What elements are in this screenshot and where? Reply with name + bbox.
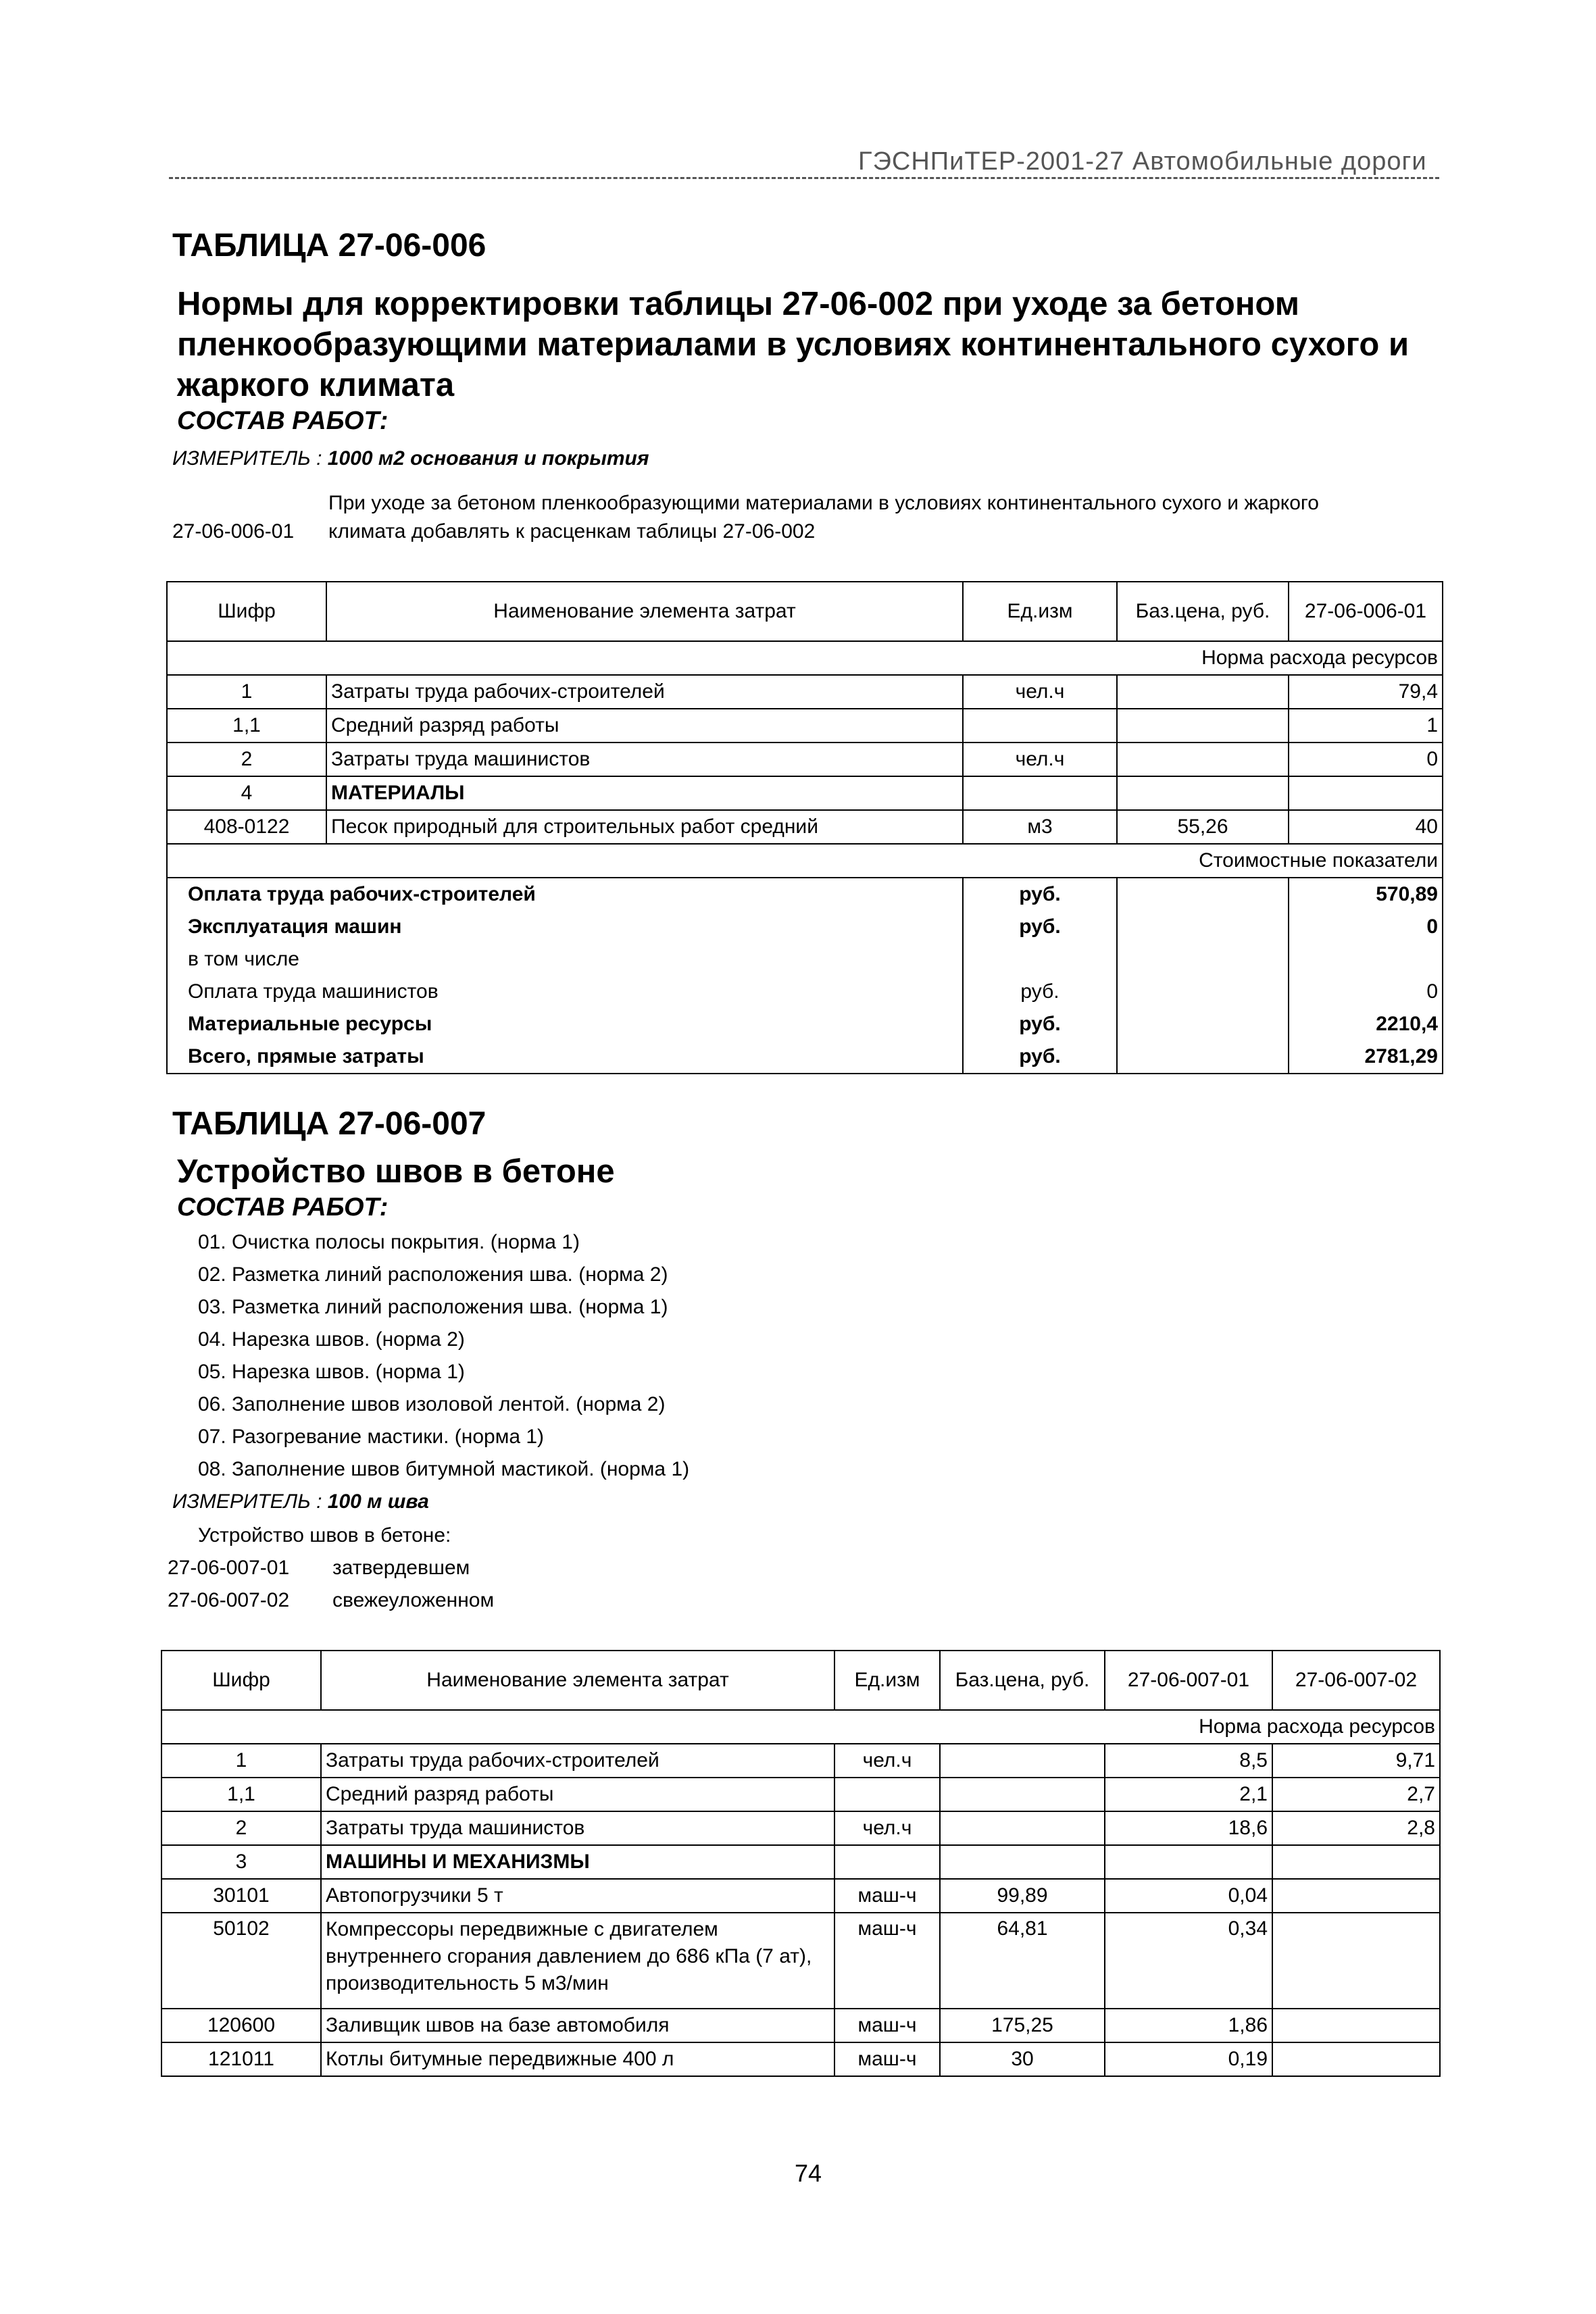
work-item: 08. Заполнение швов битумной мастикой. (норма 1): [198, 1458, 690, 1480]
norm-label: Норма расхода ресурсов: [167, 641, 1443, 675]
work-item: 02. Разметка линий расположения шва. (норма 2): [198, 1263, 668, 1286]
cell-code: 121011: [161, 2042, 321, 2076]
work-item: 01. Очистка полосы покрытия. (норма 1): [198, 1231, 580, 1253]
variant-code: 27-06-007-02: [168, 1589, 290, 1611]
summary-value: 0: [1289, 911, 1443, 943]
cell-price: 64,81: [940, 1913, 1105, 2009]
cell-unit: маш-ч: [834, 1913, 940, 2009]
cell-unit: маш-ч: [834, 2042, 940, 2076]
cell-code: 1: [167, 675, 326, 709]
table-row: [161, 1845, 1440, 1879]
cell-code: 2: [167, 743, 326, 776]
cell-unit: [963, 776, 1117, 810]
cell-unit: м3: [963, 810, 1117, 844]
meter-label: ИЗМЕРИТЕЛЬ :: [172, 1490, 322, 1513]
summary-row: [167, 1008, 1443, 1040]
col-header-price: Баз.цена, руб.: [1117, 582, 1289, 641]
summary-label: в том числе: [167, 943, 963, 976]
summary-unit: руб.: [963, 878, 1117, 911]
cell-value-1: 0,19: [1105, 2042, 1272, 2076]
cell-price: [940, 1778, 1105, 1811]
cell-price: 55,26: [1117, 810, 1289, 844]
table-2-meter: [172, 1490, 429, 1513]
cost-label: Стоимостные показатели: [167, 844, 1443, 878]
cell-name: Затраты труда рабочих-строителей: [321, 1744, 834, 1778]
summary-value: [1289, 943, 1443, 976]
col-header-rate-1: 27-06-007-01: [1105, 1651, 1272, 1710]
cell-unit: чел.ч: [963, 743, 1117, 776]
cell-name: Котлы битумные передвижные 400 л: [321, 2042, 834, 2076]
cell-code: 1: [161, 1744, 321, 1778]
summary-price: [1117, 911, 1289, 943]
cell-value-2: [1272, 1845, 1440, 1879]
summary-row: [167, 976, 1443, 1008]
table-1-title: ТАБЛИЦА 27-06-006: [172, 228, 487, 263]
cell-value-1: 2,1: [1105, 1778, 1272, 1811]
summary-price: [1117, 1040, 1289, 1074]
cell-value-1: [1105, 1845, 1272, 1879]
cell-code: 1,1: [167, 709, 326, 743]
summary-price: [1117, 1008, 1289, 1040]
running-header: ГЭСНПиТЕР-2001-27 Автомобильные дороги: [858, 147, 1427, 176]
cell-code: 1,1: [161, 1778, 321, 1811]
cell-name: Автопогрузчики 5 т: [321, 1879, 834, 1913]
cell-unit: чел.ч: [834, 1811, 940, 1845]
summary-row: [167, 943, 1443, 976]
cost-label-row: [167, 844, 1443, 878]
cell-unit: чел.ч: [834, 1744, 940, 1778]
cell-price: [1117, 743, 1289, 776]
col-header-unit: Ед.изм: [963, 582, 1117, 641]
summary-value: 0: [1289, 976, 1443, 1008]
cell-value-2: 2,7: [1272, 1778, 1440, 1811]
table-2-work-heading: СОСТАВ РАБОТ:: [177, 1193, 389, 1222]
table-1: [166, 581, 1443, 1074]
cell-value-2: [1272, 2042, 1440, 2076]
cell-name: Затраты труда машинистов: [321, 1811, 834, 1845]
table-row: [167, 776, 1443, 810]
cell-code: 408-0122: [167, 810, 326, 844]
cell-price: [1117, 776, 1289, 810]
col-header-name: Наименование элемента затрат: [326, 582, 963, 641]
cell-value-1: 18,6: [1105, 1811, 1272, 1845]
cell-name: Затраты труда машинистов: [326, 743, 963, 776]
table-row: [167, 810, 1443, 844]
work-item: 03. Разметка линий расположения шва. (норма 1): [198, 1296, 668, 1318]
cell-unit: [963, 709, 1117, 743]
cell-unit: чел.ч: [963, 675, 1117, 709]
cell-price: [1117, 675, 1289, 709]
cell-value: [1289, 776, 1443, 810]
cell-value: 0: [1289, 743, 1443, 776]
table-1-desc-code: 27-06-006-01: [172, 520, 295, 543]
summary-unit: руб.: [963, 911, 1117, 943]
work-item: 05. Нарезка швов. (норма 1): [198, 1361, 465, 1383]
cell-name: МАТЕРИАЛЫ: [326, 776, 963, 810]
variant-text: затвердевшем: [332, 1557, 470, 1579]
cell-price: [940, 1845, 1105, 1879]
summary-row: [167, 911, 1443, 943]
summary-value: 2210,4: [1289, 1008, 1443, 1040]
table-2-title: ТАБЛИЦА 27-06-007: [172, 1106, 487, 1142]
work-item: 06. Заполнение швов изоловой лентой. (норма 2): [198, 1393, 666, 1415]
table-1-work-heading: СОСТАВ РАБОТ:: [177, 407, 389, 435]
col-header-rate: 27-06-006-01: [1289, 582, 1443, 641]
cell-value: 1: [1289, 709, 1443, 743]
cell-price: 99,89: [940, 1879, 1105, 1913]
col-header-code: Шифр: [167, 582, 326, 641]
table-row: [161, 1744, 1440, 1778]
cell-price: [940, 1811, 1105, 1845]
meter-value: 100 м шва: [327, 1490, 429, 1513]
summary-label: Оплата труда рабочих-строителей: [167, 878, 963, 911]
cell-code: 2: [161, 1811, 321, 1845]
table-1-meter: [172, 447, 649, 470]
table-1-header-row: [167, 582, 1443, 641]
cell-value-2: 2,8: [1272, 1811, 1440, 1845]
cell-code: 3: [161, 1845, 321, 1879]
summary-value: 570,89: [1289, 878, 1443, 911]
cell-price: 175,25: [940, 2009, 1105, 2042]
variants-intro: Устройство швов в бетоне:: [198, 1524, 451, 1546]
cell-value-1: 0,34: [1105, 1913, 1272, 2009]
col-header-code: Шифр: [161, 1651, 321, 1710]
cell-name: Средний разряд работы: [326, 709, 963, 743]
summary-price: [1117, 943, 1289, 976]
cell-name: Заливщик швов на базе автомобиля: [321, 2009, 834, 2042]
cell-name: Средний разряд работы: [321, 1778, 834, 1811]
table-2-header-row: [161, 1651, 1440, 1710]
norm-label: Норма расхода ресурсов: [161, 1710, 1440, 1744]
summary-value: 2781,29: [1289, 1040, 1443, 1074]
cell-unit: маш-ч: [834, 1879, 940, 1913]
table-row: [167, 743, 1443, 776]
meter-label: ИЗМЕРИТЕЛЬ :: [172, 447, 322, 470]
summary-label: Эксплуатация машин: [167, 911, 963, 943]
norm-label-row: [161, 1710, 1440, 1744]
cell-value-2: 9,71: [1272, 1744, 1440, 1778]
cell-value-1: 0,04: [1105, 1879, 1272, 1913]
cell-unit: маш-ч: [834, 2009, 940, 2042]
summary-label: Материальные ресурсы: [167, 1008, 963, 1040]
page-number: 74: [795, 2159, 822, 2187]
table-2: [161, 1650, 1441, 2077]
cell-code: 50102: [161, 1913, 321, 2009]
cell-value-2: [1272, 1913, 1440, 2009]
cell-name: Компрессоры передвижные с двигателем внутреннего сгорания давлением до 686 кПа (7 ат), производительность 5 м3/мин: [321, 1913, 834, 2009]
cell-unit: [834, 1845, 940, 1879]
table-row: [161, 1913, 1440, 2009]
variant-code: 27-06-007-01: [168, 1557, 290, 1579]
cell-code: 120600: [161, 2009, 321, 2042]
cell-code: 30101: [161, 1879, 321, 1913]
norm-label-row: [167, 641, 1443, 675]
table-row: [161, 1811, 1440, 1845]
cell-value-2: [1272, 1879, 1440, 1913]
summary-price: [1117, 878, 1289, 911]
col-header-name: Наименование элемента затрат: [321, 1651, 834, 1710]
work-item: 04. Нарезка швов. (норма 2): [198, 1328, 465, 1351]
meter-value: 1000 м2 основания и покрытия: [327, 447, 649, 470]
cell-value-2: [1272, 2009, 1440, 2042]
table-1-desc-line1: При уходе за бетоном пленкообразующими материалами в условиях континентального сухого и жаркого: [328, 492, 1319, 514]
cell-value-1: 8,5: [1105, 1744, 1272, 1778]
variant-text: свежеуложенном: [332, 1589, 495, 1611]
table-row: [161, 1778, 1440, 1811]
summary-label: Всего, прямые затраты: [167, 1040, 963, 1074]
table-row: [167, 675, 1443, 709]
summary-unit: руб.: [963, 1008, 1117, 1040]
cell-value-1: 1,86: [1105, 2009, 1272, 2042]
cell-code: 4: [167, 776, 326, 810]
cell-price: [940, 1744, 1105, 1778]
header-rule: [169, 177, 1439, 179]
summary-row: [167, 1040, 1443, 1074]
summary-unit: руб.: [963, 976, 1117, 1008]
table-row: [161, 2042, 1440, 2076]
table-1-desc-line2: климата добавлять к расценкам таблицы 27-06-002: [328, 520, 816, 543]
summary-row: [167, 878, 1443, 911]
table-1-subtitle: Нормы для корректировки таблицы 27-06-002 при уходе за бетоном пленкообразующими материалами в условиях континентального сухого и жаркого климата: [177, 286, 1410, 403]
summary-unit: [963, 943, 1117, 976]
col-header-unit: Ед.изм: [834, 1651, 940, 1710]
table-row: [161, 2009, 1440, 2042]
cell-name: Затраты труда рабочих-строителей: [326, 675, 963, 709]
cell-unit: [834, 1778, 940, 1811]
table-2-subtitle: Устройство швов в бетоне: [177, 1153, 615, 1190]
table-row: [167, 709, 1443, 743]
col-header-rate-2: 27-06-007-02: [1272, 1651, 1440, 1710]
cell-price: 30: [940, 2042, 1105, 2076]
work-item: 07. Разогревание мастики. (норма 1): [198, 1426, 545, 1448]
cell-price: [1117, 709, 1289, 743]
summary-price: [1117, 976, 1289, 1008]
cell-name: Песок природный для строительных работ средний: [326, 810, 963, 844]
summary-label: Оплата труда машинистов: [167, 976, 963, 1008]
summary-unit: руб.: [963, 1040, 1117, 1074]
cell-value: 79,4: [1289, 675, 1443, 709]
col-header-price: Баз.цена, руб.: [940, 1651, 1105, 1710]
table-row: [161, 1879, 1440, 1913]
cell-value: 40: [1289, 810, 1443, 844]
cell-name: МАШИНЫ И МЕХАНИЗМЫ: [321, 1845, 834, 1879]
